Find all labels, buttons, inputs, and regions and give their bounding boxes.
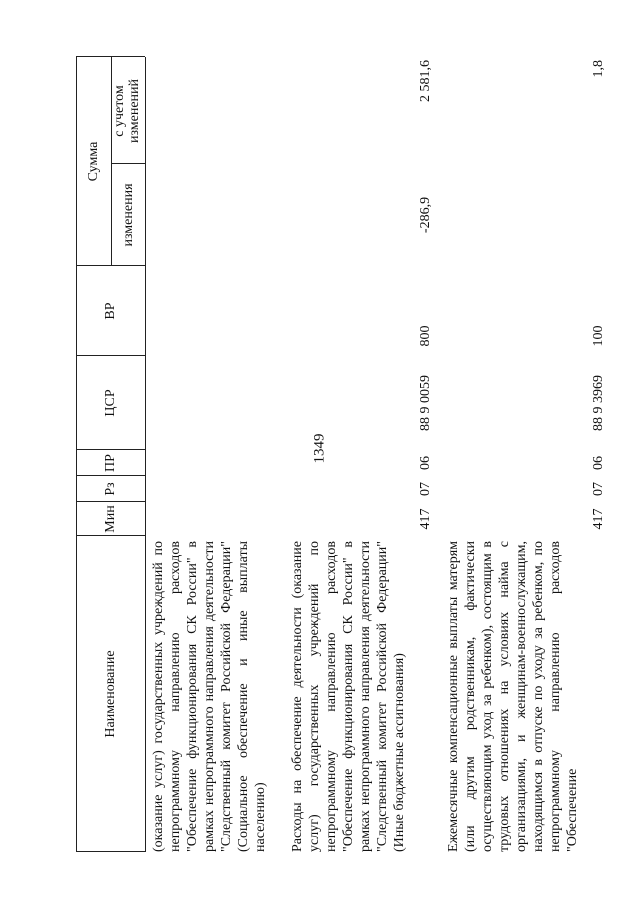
row-1-name: Расходы на обеспечение деятельности (оказание услуг) государственных учреждений по непрограммному направлению расходов "Обеспечение функционирования СК России" в рамках непрограммного направления деятельности "Следственный комитет Российской Федерации" (Иные бюджетные ассигнования) [290, 541, 407, 852]
header-csr: ЦСР [103, 389, 118, 417]
row-2-min: 417 [591, 508, 606, 530]
row-1-s-uchetom: 2 581,6 [418, 60, 433, 102]
row-2-vr: 100 [591, 325, 606, 347]
table-top-line [76, 57, 77, 852]
row-1-pr: 06 [418, 456, 433, 470]
header-izmeneniya: изменения [121, 183, 136, 247]
row-1-csr: 88 9 0059 [418, 375, 433, 431]
header-min: Мин [103, 505, 118, 533]
row-1-min: 417 [418, 508, 433, 530]
header-bottom-line [145, 57, 146, 852]
row-2-rz: 07 [591, 482, 606, 496]
row-2-s-uchetom: 1,8 [591, 60, 606, 78]
row-1-izmeneniya: -286,9 [418, 196, 433, 234]
header-name: Наименование [103, 650, 118, 738]
header-s-uchetom: с учетом изменений [112, 78, 142, 144]
row-1-rz: 07 [418, 482, 433, 496]
header-pr: ПР [103, 454, 118, 472]
row-1-vr: 800 [418, 325, 433, 347]
header-rz: Рз [103, 482, 118, 496]
row-2-csr: 88 9 3969 [591, 375, 606, 431]
page-number: 1349 [311, 433, 328, 464]
row-0-name: (оказание услуг) государственных учреждений по непрограммному направлению расходов "Обеспечение функционирования СК России" в рамках непрограммного направления деятельности "Следственный комитет Российской Федерации" (Социальное обеспечение и иные выплаты населению) [151, 541, 268, 852]
row-2-pr: 06 [591, 456, 606, 470]
row-2-name: Ежемесячные компенсационные выплаты матерям (или другим родственникам, фактически осуществляющим уход за ребенком), состоящим в трудовых отношениях на условиях найма с организациями, и женщинам-военнослужащим, находящимся в отпуске по уходу за ребенком, по непрограммному направлению расходов "Обеспечение [446, 541, 580, 852]
header-sum: Сумма [86, 141, 101, 182]
header-vr: ВР [103, 302, 118, 320]
budget-table [76, 57, 621, 852]
